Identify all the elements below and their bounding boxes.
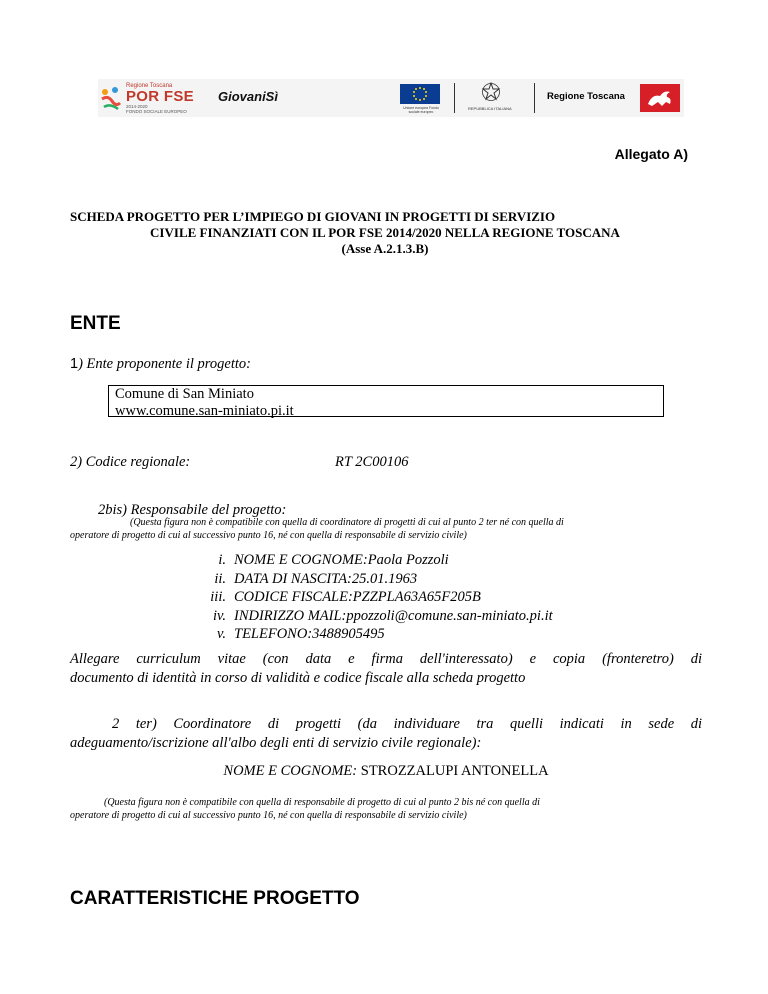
por-fse-years: 2014-2020 FONDO SOCIALE EUROPEO [126, 104, 187, 114]
section-title-caratteristiche: CARATTERISTICHE PROGETTO [70, 888, 360, 909]
allegato-label: Allegato A) [614, 146, 688, 162]
question-2bis-note: (Questa figura non è compatibile con quella di coordinatore di progetti di cui al punto 2 ter né con quella di operatore di progetto di cui al successivo punto 16, né con quella di responsabile di servizio civile) [70, 517, 564, 541]
italian-republic-emblem-icon [481, 82, 501, 104]
por-fse-title: POR FSE [126, 88, 194, 105]
por-fse-figure-icon [100, 85, 122, 111]
document-heading [70, 209, 700, 257]
ente-name: Comune di San Miniato [115, 386, 254, 402]
question-1-label: 1) Ente proponente il progetto: [70, 356, 251, 372]
list-item: iv. INDIRIZZO MAIL:ppozzoli@comune.san-miniato.pi.it [212, 607, 553, 624]
por-fse-top-text: Regione Toscana [126, 83, 173, 89]
question-2bis-label: 2bis) Responsabile del progetto: [98, 502, 287, 518]
repubblica-caption: REPUBBLICA ITALIANA [468, 106, 512, 111]
logo-banner [98, 79, 684, 117]
section-title-ente: ENTE [70, 313, 121, 334]
heading-line-3: (Asse A.2.1.3.B) [341, 241, 429, 256]
codice-regionale-value: RT 2C00106 [335, 454, 409, 470]
list-item: iii. CODICE FISCALE:PZZPLA63A65F205B [210, 589, 481, 605]
coordinatore-name: NOME E COGNOME: STROZZALUPI ANTONELLA [223, 763, 549, 779]
regione-toscana-label: Regione Toscana [547, 91, 625, 102]
allegare-instruction: Allegare curriculum vitae (con data e firma dell'interessato) e copia (fronteretro) di documento di identità in corso di validità e codice fiscale alla scheda progetto [70, 651, 702, 686]
eu-caption: Unione europea Fondo sociale europeo [403, 106, 439, 114]
regione-toscana-pegasus-icon [640, 84, 680, 112]
ente-proponente-box [108, 385, 664, 417]
list-item: ii. DATA DI NASCITA:25.01.1963 [214, 570, 418, 587]
giovani-si-logo: GiovaniSì [218, 89, 278, 104]
list-item: i. NOME E COGNOME:Paola Pozzoli [218, 552, 449, 568]
ente-website: www.comune.san-miniato.pi.it [115, 403, 294, 419]
heading-line-1: SCHEDA PROGETTO PER L’IMPIEGO DI GIOVANI IN PROGETTI DI SERVIZIO [70, 209, 556, 224]
heading-line-2: CIVILE FINANZIATI CON IL POR FSE 2014/2020 NELLA REGIONE TOSCANA [150, 225, 620, 240]
question-2ter-note: (Questa figura non è compatibile con quella di responsabile di progetto di cui al punto 2 bis né con quella di operatore di progetto di cui al successivo punto 16, né con quella di responsabile di servizio civile) [70, 797, 540, 821]
logo-divider [454, 83, 455, 113]
eu-flag-icon [400, 84, 440, 104]
list-item: v. TELEFONO:3488905495 [217, 626, 385, 642]
question-2ter-label: 2 ter) Coordinatore di progetti (da individuare tra quelli indicati in sede di adeguamento/iscrizione all'albo degli enti di servizio civile regionale): [70, 716, 702, 751]
question-2-label: 2) Codice regionale: [70, 454, 191, 470]
responsabile-details-list [196, 551, 553, 644]
logo-divider [534, 83, 535, 113]
